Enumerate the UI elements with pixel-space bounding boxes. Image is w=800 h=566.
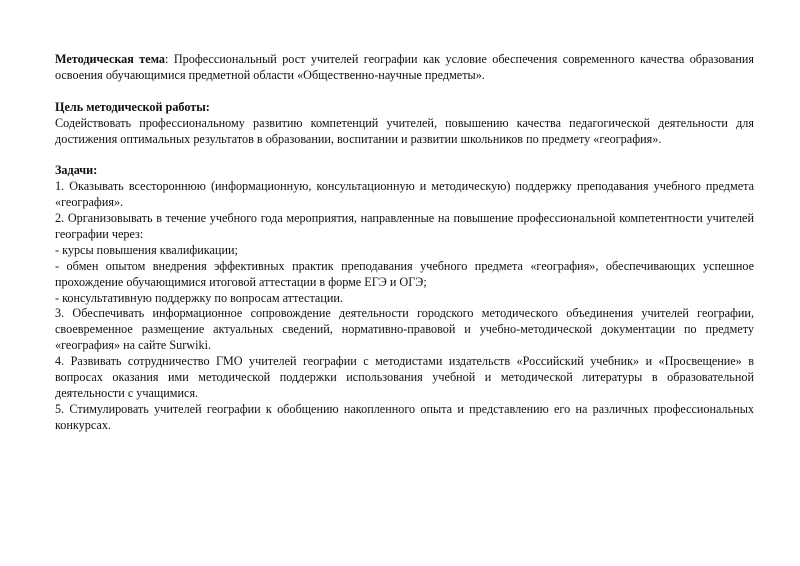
goal-heading: Цель методической работы:	[55, 99, 210, 114]
methodical-theme-paragraph	[55, 52, 754, 84]
task-item-2: 2. Организовывать в течение учебного года мероприятия, направленные на повышение профессиональной компетентности учителей географии через:	[55, 211, 754, 241]
task-subitem-courses: - курсы повышения квалификации;	[55, 242, 238, 257]
task-item-1: 1. Оказывать всестороннюю (информационную, консультационную и методическую) поддержку преподавания учебного предмета «география».	[55, 179, 754, 210]
methodical-theme-label: Методическая тема	[55, 52, 166, 66]
task-item-3: 3. Обеспечивать информационное сопровождение деятельности городского методического объединения учителей географии, своевременное размещение актуальных сведений, нормативно-правовой и учебно-методической документации по предмету «география» на сайте Surwiki.	[55, 306, 754, 353]
task-item-4: 4. Развивать сотрудничество ГМО учителей географии с методистами издательств «Российский учебник» и «Просвещение» в вопросах оказания ими методической поддержки использования учебной и методической литературы в образовательной деятельности с учащимися.	[55, 354, 754, 400]
task-subitem-experience-exchange: - обмен опытом внедрения эффективных практик преподавания учебного предмета «география», обеспечивающих успешное прохождение обучающимися итоговой аттестации в форме ЕГЭ и ОГЭ;	[55, 258, 754, 289]
document-page	[55, 52, 754, 434]
task-subitem-consulting: - консультативную поддержку по вопросам аттестации.	[55, 290, 343, 305]
methodical-theme-text: : Профессиональный рост учителей географии как условие обеспечения современного качества образования освоения обучающимися предметной области «Общественно-научные предметы».	[55, 52, 754, 82]
tasks-heading: Задачи:	[55, 163, 98, 178]
goal-text: Содействовать профессиональному развитию компетенций учителей, повышению качества педагогической деятельности для достижения оптимальных результатов в образовании, воспитании и развитии школьников по предмету «география».	[55, 115, 754, 146]
task-item-5: 5. Стимулировать учителей географии к обобщению накопленного опыта и представлению его на различных профессиональных конкурсах.	[55, 401, 754, 432]
spacer	[55, 147, 754, 163]
spacer	[55, 84, 754, 100]
